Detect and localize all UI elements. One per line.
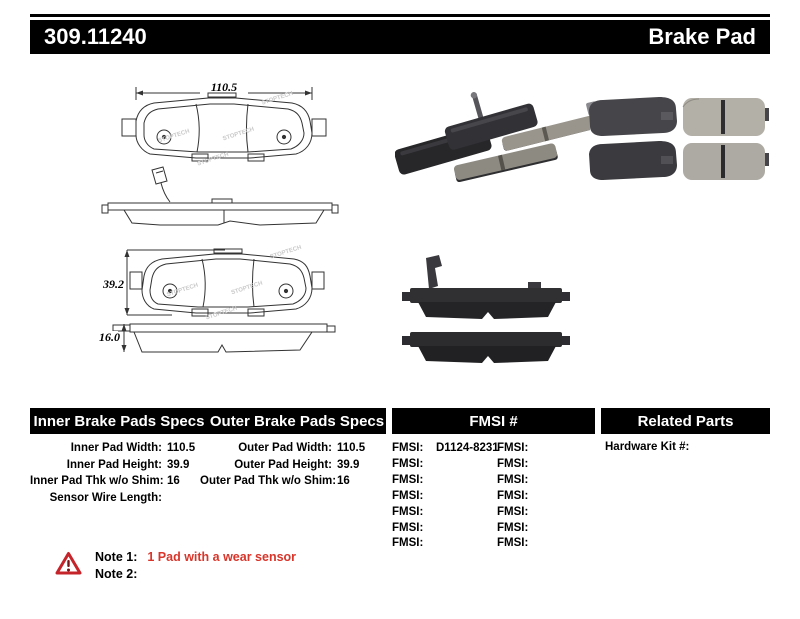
note-1 (95, 549, 296, 566)
pad-photo-edge (398, 252, 583, 372)
dimension-thickness-label: 16.0 (99, 330, 120, 344)
svg-text:STOPTECH: STOPTECH (166, 282, 199, 299)
fmsi-row: FMSI: (497, 505, 529, 518)
inner-specs-header: Inner Brake Pads Specs (33, 412, 205, 430)
backing-plate-bottom (589, 141, 677, 180)
fmsi-row: FMSI: (392, 489, 424, 502)
pad-edge-top (402, 282, 570, 319)
pad-drawing-height-view (80, 238, 340, 386)
wear-sensor-tab (426, 255, 442, 289)
warning-icon (55, 551, 82, 576)
note-1-text: 1 Pad with a wear sensor (147, 550, 297, 564)
svg-text:STOPTECH: STOPTECH (230, 280, 264, 297)
related-row: Hardware Kit #: (605, 441, 690, 453)
specs-table-header (30, 408, 386, 434)
fmsi-row: FMSI: (497, 473, 529, 486)
inner-specs-column (30, 440, 195, 506)
spec-row: Inner Pad Thk w/o Shim: 16 (30, 475, 180, 488)
notes-block (95, 549, 296, 583)
dimension-height-label: 39.2 (103, 277, 124, 291)
fmsi-row: FMSI: (392, 505, 424, 518)
svg-text:STOPTECH: STOPTECH (222, 126, 255, 143)
svg-text:STOPTECH: STOPTECH (157, 128, 191, 145)
svg-text:STOPTECH: STOPTECH (205, 305, 238, 322)
top-rule (30, 14, 770, 17)
fmsi-row: FMSI: (497, 442, 529, 454)
spec-row: Outer Pad Width: 110.5 (238, 442, 366, 454)
note-1-label: Note 1: (95, 550, 138, 564)
fmsi-row: FMSI: (497, 537, 529, 550)
pad-drawing-width-view (100, 75, 340, 235)
related-parts-header: Related Parts (601, 408, 770, 434)
fmsi-row: FMSI: (497, 489, 529, 502)
outer-specs-header: Outer Brake Pads Specs (209, 412, 385, 430)
pad-photo-angled (395, 88, 590, 193)
header-bar (30, 20, 770, 54)
related-parts-column (605, 441, 689, 453)
outer-specs-column (200, 440, 365, 490)
friction-pad-top (683, 98, 769, 136)
pad-photo-face (583, 88, 770, 188)
fmsi-row: FMSI: (392, 473, 424, 486)
spec-row: Sensor Wire Length: (49, 491, 162, 504)
spec-row: Inner Pad Width: 110.5 (70, 442, 196, 454)
svg-text:STOPTECH: STOPTECH (261, 90, 294, 107)
spec-row: Outer Pad Height: 39.9 (234, 458, 360, 471)
fmsi-column-2 (497, 441, 541, 552)
fmsi-row: FMSI: (392, 521, 424, 534)
spec-row: Outer Pad Thk w/o Shim: 16 (200, 475, 350, 488)
note-2-label: Note 2: (95, 567, 138, 581)
spec-row: Inner Pad Height: 39.9 (66, 458, 190, 471)
fmsi-row: FMSI: D1124-8231 (392, 442, 499, 454)
fmsi-row: FMSI: (392, 537, 424, 550)
pad-edge-bottom (402, 332, 570, 363)
fmsi-row: FMSI: (392, 457, 424, 470)
fmsi-header: FMSI # (392, 408, 595, 434)
part-number: 309.11240 (44, 24, 147, 49)
svg-text:STOPTECH: STOPTECH (196, 151, 230, 168)
fmsi-row: FMSI: (497, 457, 529, 470)
note-2 (95, 566, 296, 583)
page-title: Brake Pad (648, 24, 756, 49)
fmsi-row: FMSI: (497, 521, 529, 534)
backing-plate-top (586, 97, 677, 136)
fmsi-column-1 (392, 441, 499, 552)
dimension-width-label: 110.5 (210, 80, 238, 94)
friction-pad-bottom (683, 143, 769, 180)
svg-text:STOPTECH: STOPTECH (269, 244, 303, 261)
